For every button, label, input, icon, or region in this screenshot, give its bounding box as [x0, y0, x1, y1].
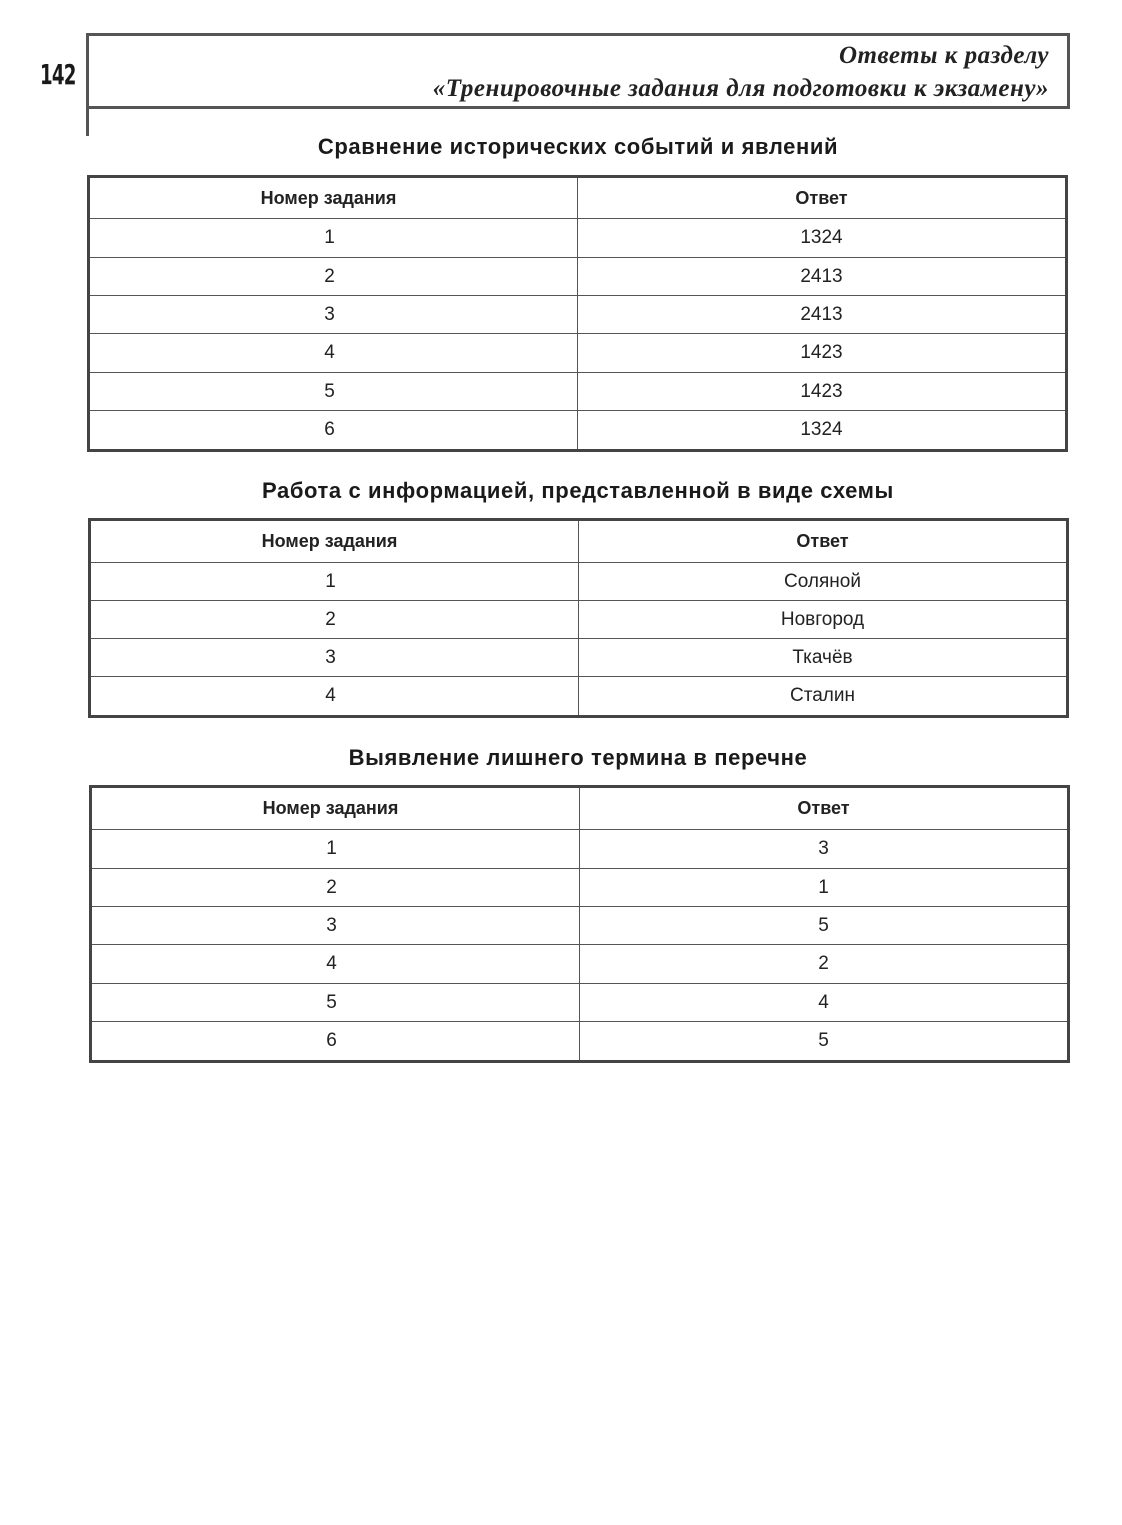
task-number-cell: 6: [91, 1022, 580, 1062]
answer-cell: 1423: [578, 334, 1067, 373]
table-header-row: [90, 520, 1068, 563]
table-row: [89, 258, 1067, 296]
task-number-cell: 3: [91, 907, 580, 945]
task-number-cell: 2: [89, 258, 578, 296]
answers-table: [88, 518, 1069, 718]
task-number-cell: 1: [90, 563, 579, 601]
answer-cell: 2413: [578, 296, 1067, 334]
column-header-answer: Ответ: [578, 177, 1067, 219]
answer-cell: 1324: [578, 219, 1067, 258]
answer-cell: Сталин: [579, 677, 1068, 717]
table-row: [91, 1022, 1069, 1062]
answer-cell: 1: [580, 869, 1069, 907]
column-header-answer: Ответ: [579, 520, 1068, 563]
header-title-line2: «Тренировочные задания для подготовки к экзамену»: [432, 75, 1049, 102]
task-number-cell: 1: [89, 219, 578, 258]
column-header-task: Номер задания: [89, 177, 578, 219]
table-header-row: [89, 177, 1067, 219]
task-number-cell: 3: [90, 639, 579, 677]
task-number-cell: 2: [91, 869, 580, 907]
table-row: [91, 945, 1069, 984]
column-header-task: Номер задания: [91, 787, 580, 830]
answer-cell: 4: [580, 984, 1069, 1022]
task-number-cell: 4: [90, 677, 579, 717]
task-number-cell: 2: [90, 601, 579, 639]
answer-cell: 1423: [578, 373, 1067, 411]
task-number-cell: 3: [89, 296, 578, 334]
table-row: [90, 563, 1068, 601]
table-row: [90, 601, 1068, 639]
table-row: [89, 373, 1067, 411]
task-number-cell: 5: [91, 984, 580, 1022]
answer-cell: 5: [580, 1022, 1069, 1062]
table-row: [89, 411, 1067, 451]
table-row: [89, 219, 1067, 258]
answer-cell: 5: [580, 907, 1069, 945]
table-row: [90, 639, 1068, 677]
column-header-answer: Ответ: [580, 787, 1069, 830]
answers-table: [89, 785, 1070, 1063]
header-divider: [86, 106, 89, 136]
table-row: [91, 907, 1069, 945]
table-row: [89, 296, 1067, 334]
table-row: [91, 984, 1069, 1022]
column-header-task: Номер задания: [90, 520, 579, 563]
table-row: [89, 334, 1067, 373]
section-title: Выявление лишнего термина в перечне: [348, 745, 808, 770]
answer-cell: 1324: [578, 411, 1067, 451]
table-header-row: [91, 787, 1069, 830]
task-number-cell: 6: [89, 411, 578, 451]
answer-cell: Новгород: [579, 601, 1068, 639]
table-row: [91, 869, 1069, 907]
section-title: Сравнение исторических событий и явлений: [317, 134, 839, 159]
table-row: [90, 677, 1068, 717]
answer-cell: Ткачёв: [579, 639, 1068, 677]
answer-cell: 2: [580, 945, 1069, 984]
header-title-line1: Ответы к разделу: [839, 42, 1049, 69]
section-title: Работа с информацией, представленной в виде схемы: [262, 478, 894, 503]
task-number-cell: 4: [89, 334, 578, 373]
answer-cell: Соляной: [579, 563, 1068, 601]
answers-table: [87, 175, 1068, 452]
answer-cell: 3: [580, 830, 1069, 869]
page-number: 142: [40, 58, 76, 91]
table-row: [91, 830, 1069, 869]
task-number-cell: 4: [91, 945, 580, 984]
section-header: [86, 33, 1070, 109]
task-number-cell: 5: [89, 373, 578, 411]
answer-cell: 2413: [578, 258, 1067, 296]
task-number-cell: 1: [91, 830, 580, 869]
